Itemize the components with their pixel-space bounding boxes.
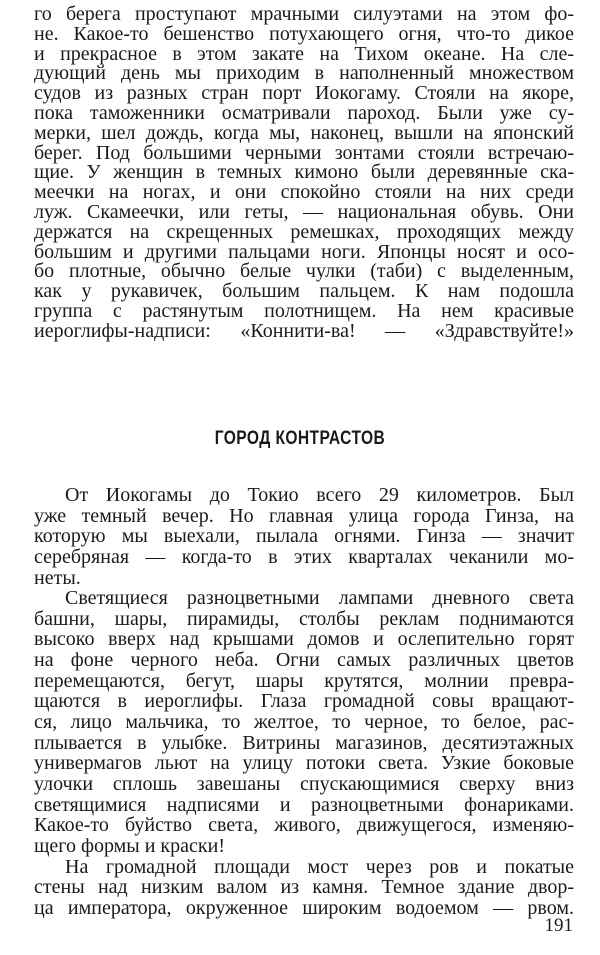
text-line: неты.: [34, 566, 81, 589]
text-line: большим и другими пальцами ноги. Японцы носят и осо-: [34, 240, 574, 263]
text-line: башни, шары, пирамиды, столбы реклам поднимаются: [34, 607, 574, 630]
text-line: иероглифы-надписи: «Коннити-ва! — «Здравствуйте!»: [34, 319, 574, 342]
text-line: ца императора, окруженное широким водоемом — рвом.: [34, 896, 574, 919]
text-line: щаются в иероглифы. Глаза громадной совы вращают-: [34, 690, 574, 713]
text-line: мерки, шел дождь, когда мы, наконец, вышли на японский: [34, 121, 574, 144]
text-line: дующий день мы приходим в наполненный множеством: [34, 62, 574, 85]
text-line: бо плотные, обычно белые чулки (таби) с выделенным,: [34, 260, 574, 283]
text-line: берег. Под большими черными зонтами стояли встречаю-: [34, 141, 574, 164]
text-line: стены над низким валом из камня. Темное здание двор-: [34, 876, 574, 899]
section-body: [34, 485, 574, 918]
section-heading-text: ГОРОД КОНТРАСТОВ: [214, 428, 386, 449]
text-line: судов из разных стран порт Иокогаму. Стояли на якоре,: [34, 82, 574, 105]
text-line: держатся на скрещенных ремешках, проходящих между: [34, 220, 574, 243]
text-line: плывается в улыбке. Витрины магазинов, десятиэтажных: [34, 731, 574, 754]
text-line: и прекрасное в этом закате на Тихом океане. На сле-: [34, 42, 574, 65]
text-line: щие. У женщин в темных кимоно были деревянные ска-: [34, 161, 574, 184]
text-line: светящимися надписями и разноцветными фонариками.: [34, 793, 574, 816]
text-line: улочки сплошь завешаны спускающимися сверху вниз: [34, 772, 574, 795]
text-line: От Иокогамы до Токио всего 29 километров. Был: [65, 484, 574, 506]
section-heading: [0, 428, 600, 450]
text-line: луж. Скамеечки, или геты, — национальная обувь. Они: [34, 200, 574, 223]
text-line: как у рукавичек, большим пальцем. К нам подошла: [34, 280, 574, 303]
text-line: го берега проступают мрачными силуэтами на этом фо-: [34, 3, 574, 25]
text-line: уже темный вечер. Но главная улица города Гинза, на: [34, 504, 574, 527]
page-number: 191: [544, 915, 573, 936]
text-line: не. Какое-то бешенство потухающего огня, что-то дикое: [34, 22, 574, 45]
text-line: перемещаются, бегут, шары крутятся, молнии превра-: [34, 669, 574, 692]
text-line: щего формы и краски!: [34, 834, 225, 857]
text-line: меечки на ногах, и они спокойно стояли на них среди: [34, 181, 574, 204]
text-line: Какое-то буйство света, живого, движущегося, изменяю-: [34, 814, 574, 837]
text-line: Светящиеся разноцветными лампами дневного света: [65, 587, 574, 610]
text-line: на фоне черного неба. Огни самых различных цветов: [34, 649, 574, 672]
text-line: универмагов льют на улицу потоки света. Узкие боковые: [34, 752, 574, 775]
text-line: группа с растянутым полотнищем. На нем красивые: [34, 299, 574, 322]
text-line: ся, лицо мальчика, то желтое, то черное, то белое, рас-: [34, 711, 574, 734]
text-line: На громадной площади мост через ров и покатые: [65, 855, 574, 878]
text-line: которую мы выехали, пылала огнями. Гинза — значит: [34, 525, 574, 548]
paragraph-continued: [34, 5, 574, 342]
text-line: высоко вверх над крышами домов и ослепительно горят: [34, 628, 574, 651]
text-line: серебряная — когда-то в этих кварталах чеканили мо-: [34, 545, 574, 568]
text-line: пока таможенники осматривали пароход. Были уже су-: [34, 101, 574, 124]
